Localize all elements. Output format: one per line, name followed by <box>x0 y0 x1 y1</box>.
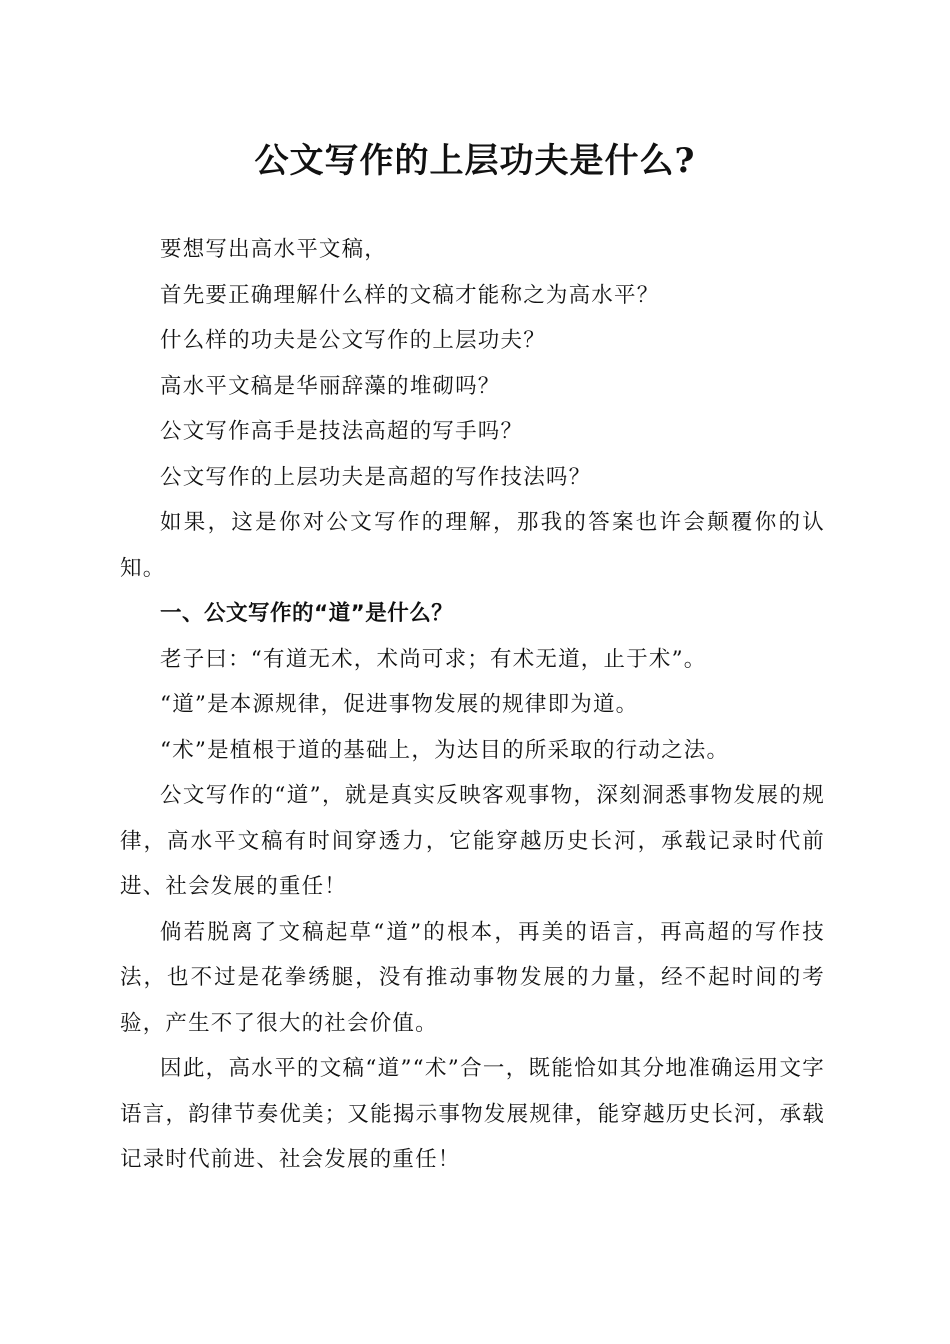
paragraph: 因此，高水平的文稿“道”“术”合一，既能恰如其分地准确运用文字语言，韵律节奏优美；又能揭示事物发展规律，能穿越历史长河，承载记录时代前进、社会发展的重任！ <box>120 1056 825 1172</box>
paragraph: 公文写作的“道”，就是真实反映客观事物，深刻洞悉事物发展的规律，高水平文稿有时间穿透力，它能穿越历史长河，承载记录时代前进、社会发展的重任！ <box>120 783 825 899</box>
paragraph: 老子曰：“有道无术，术尚可求；有术无道，止于术”。 <box>160 646 707 672</box>
document-body <box>120 227 825 1183</box>
document-title: 公文写作的上层功夫是什么? <box>254 141 696 181</box>
paragraph: 首先要正确理解什么样的文稿才能称之为高水平？ <box>160 282 660 308</box>
paragraph: 公文写作的上层功夫是高超的写作技法吗？ <box>160 464 592 490</box>
paragraph: “术”是植根于道的基础上，为达目的所采取的行动之法。 <box>160 737 730 763</box>
paragraph: 倘若脱离了文稿起草“道”的根本，再美的语言，再高超的写作技法，也不过是花拳绣腿，没有推动事物发展的力量，经不起时间的考验，产生不了很大的社会价值。 <box>120 919 825 1036</box>
paragraph: 高水平文稿是华丽辞藻的堆砌吗？ <box>160 373 501 399</box>
paragraph: 公文写作高手是技法高超的写手吗？ <box>160 419 524 444</box>
paragraph: “道”是本源规律，促进事物发展的规律即为道。 <box>160 692 639 717</box>
paragraph: 要想写出高水平文稿， <box>160 237 388 262</box>
section-heading: 一、公文写作的“道”是什么？ <box>160 601 454 626</box>
paragraph: 什么样的功夫是公文写作的上层功夫？ <box>160 328 546 353</box>
paragraph: 如果，这是你对公文写作的理解，那我的答案也许会颠覆你的认知。 <box>120 510 825 581</box>
